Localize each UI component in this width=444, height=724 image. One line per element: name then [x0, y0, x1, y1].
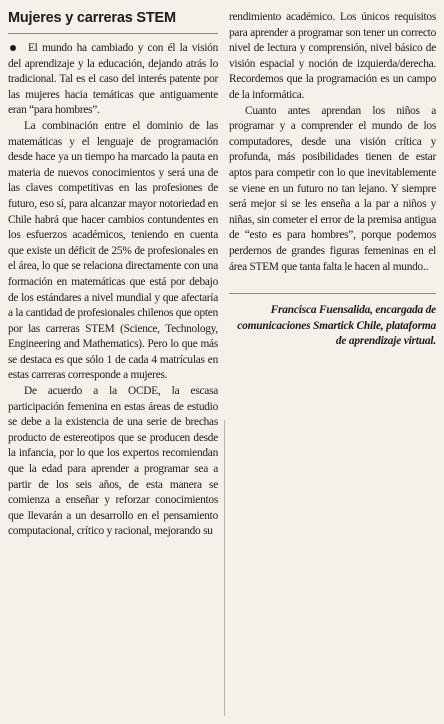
author-signature: Francisca Fuensalida, encargada de comunicaciones Smartick Chile, plataforma de aprendizaje virtual.: [237, 304, 436, 348]
paragraph-conclusion: Cuanto antes aprendan los niños a programar y a comprender el mundo de los computadores, desde una visión crítica y profunda, más posibilidades tienen de estar aptos para competir con lo que inevitablemente se viene en un futuro no tan lejano. Y siempre será mejor si se les enseña a la par a niños y niñas, sin cometer el error de la premisa antigua de “esto es para hombres”, porque podemos perdernos de grandes figuras femeninas en el área STEM que tanta falta le hacen al mundo..: [229, 104, 436, 273]
paragraph-ocde: De acuerdo a la OCDE, la escasa participación femenina en estas áreas de estudio se debe a la existencia de una serie de brechas producto de estereotipos que se producen desde la infancia, por lo que los expertos recomiendan que la edad para aprender a programar sea a partir de los seis años, de esta manera se comienza a enseñar y reforzar conocimientos que llevarán a un desarrollo en el pensamiento computacional, crítico y racional, mejorando su: [8, 385, 218, 538]
article-title: Mujeres y carreras STEM: [8, 10, 176, 26]
paragraph-intro-text: El mundo ha cambiado y con él la visión del aprendizaje y la educación, dejando atrás lo tradicional. Tal es el caso del interés patente por las mujeres hacia temáticas que antiguamente eran “para hombres”.: [8, 42, 218, 117]
title-divider: [8, 33, 218, 34]
bullet-icon: [10, 45, 16, 51]
signature-divider: [229, 293, 436, 294]
column-divider: [224, 420, 225, 716]
right-column: [229, 10, 436, 350]
left-column: [8, 10, 218, 540]
paragraph-stem-deficit: La combinación entre el dominio de las matemáticas y el lenguaje de programación desde hace ya un tiempo ha marcado la pauta en materia de nuevos conocimientos y será una de las claves competitivas en las profesiones de futuro, eso sí, para alcanzar mayor notoriedad en Chile habrá que hacer cambios contundentes en los esfuerzos académicos, teniendo en cuenta que existe un déficit de 25% de profesionales en el área, lo que se relaciona directamente con una formación en matemáticas que está por debajo de los estándares a nivel mundial y que afectaría a la cantidad de profesionales chilenos que opten por las carreras STEM (Science, Technology, Engineering and Mathematics). Pero lo que más se destaca es que sólo 1 de cada 4 matrículas en estas carreras corresponde a mujeres.: [8, 119, 218, 382]
paragraph-ocde-continued: rendimiento académico. Los únicos requisitos para aprender a programar son tener un correcto nivel de lectura y comprensión, nivel básico de visión espacial y noción de izquierda/derecha. Recordemos que la programación es un campo de la informática.: [229, 11, 436, 101]
paragraph-intro: [8, 41, 218, 119]
